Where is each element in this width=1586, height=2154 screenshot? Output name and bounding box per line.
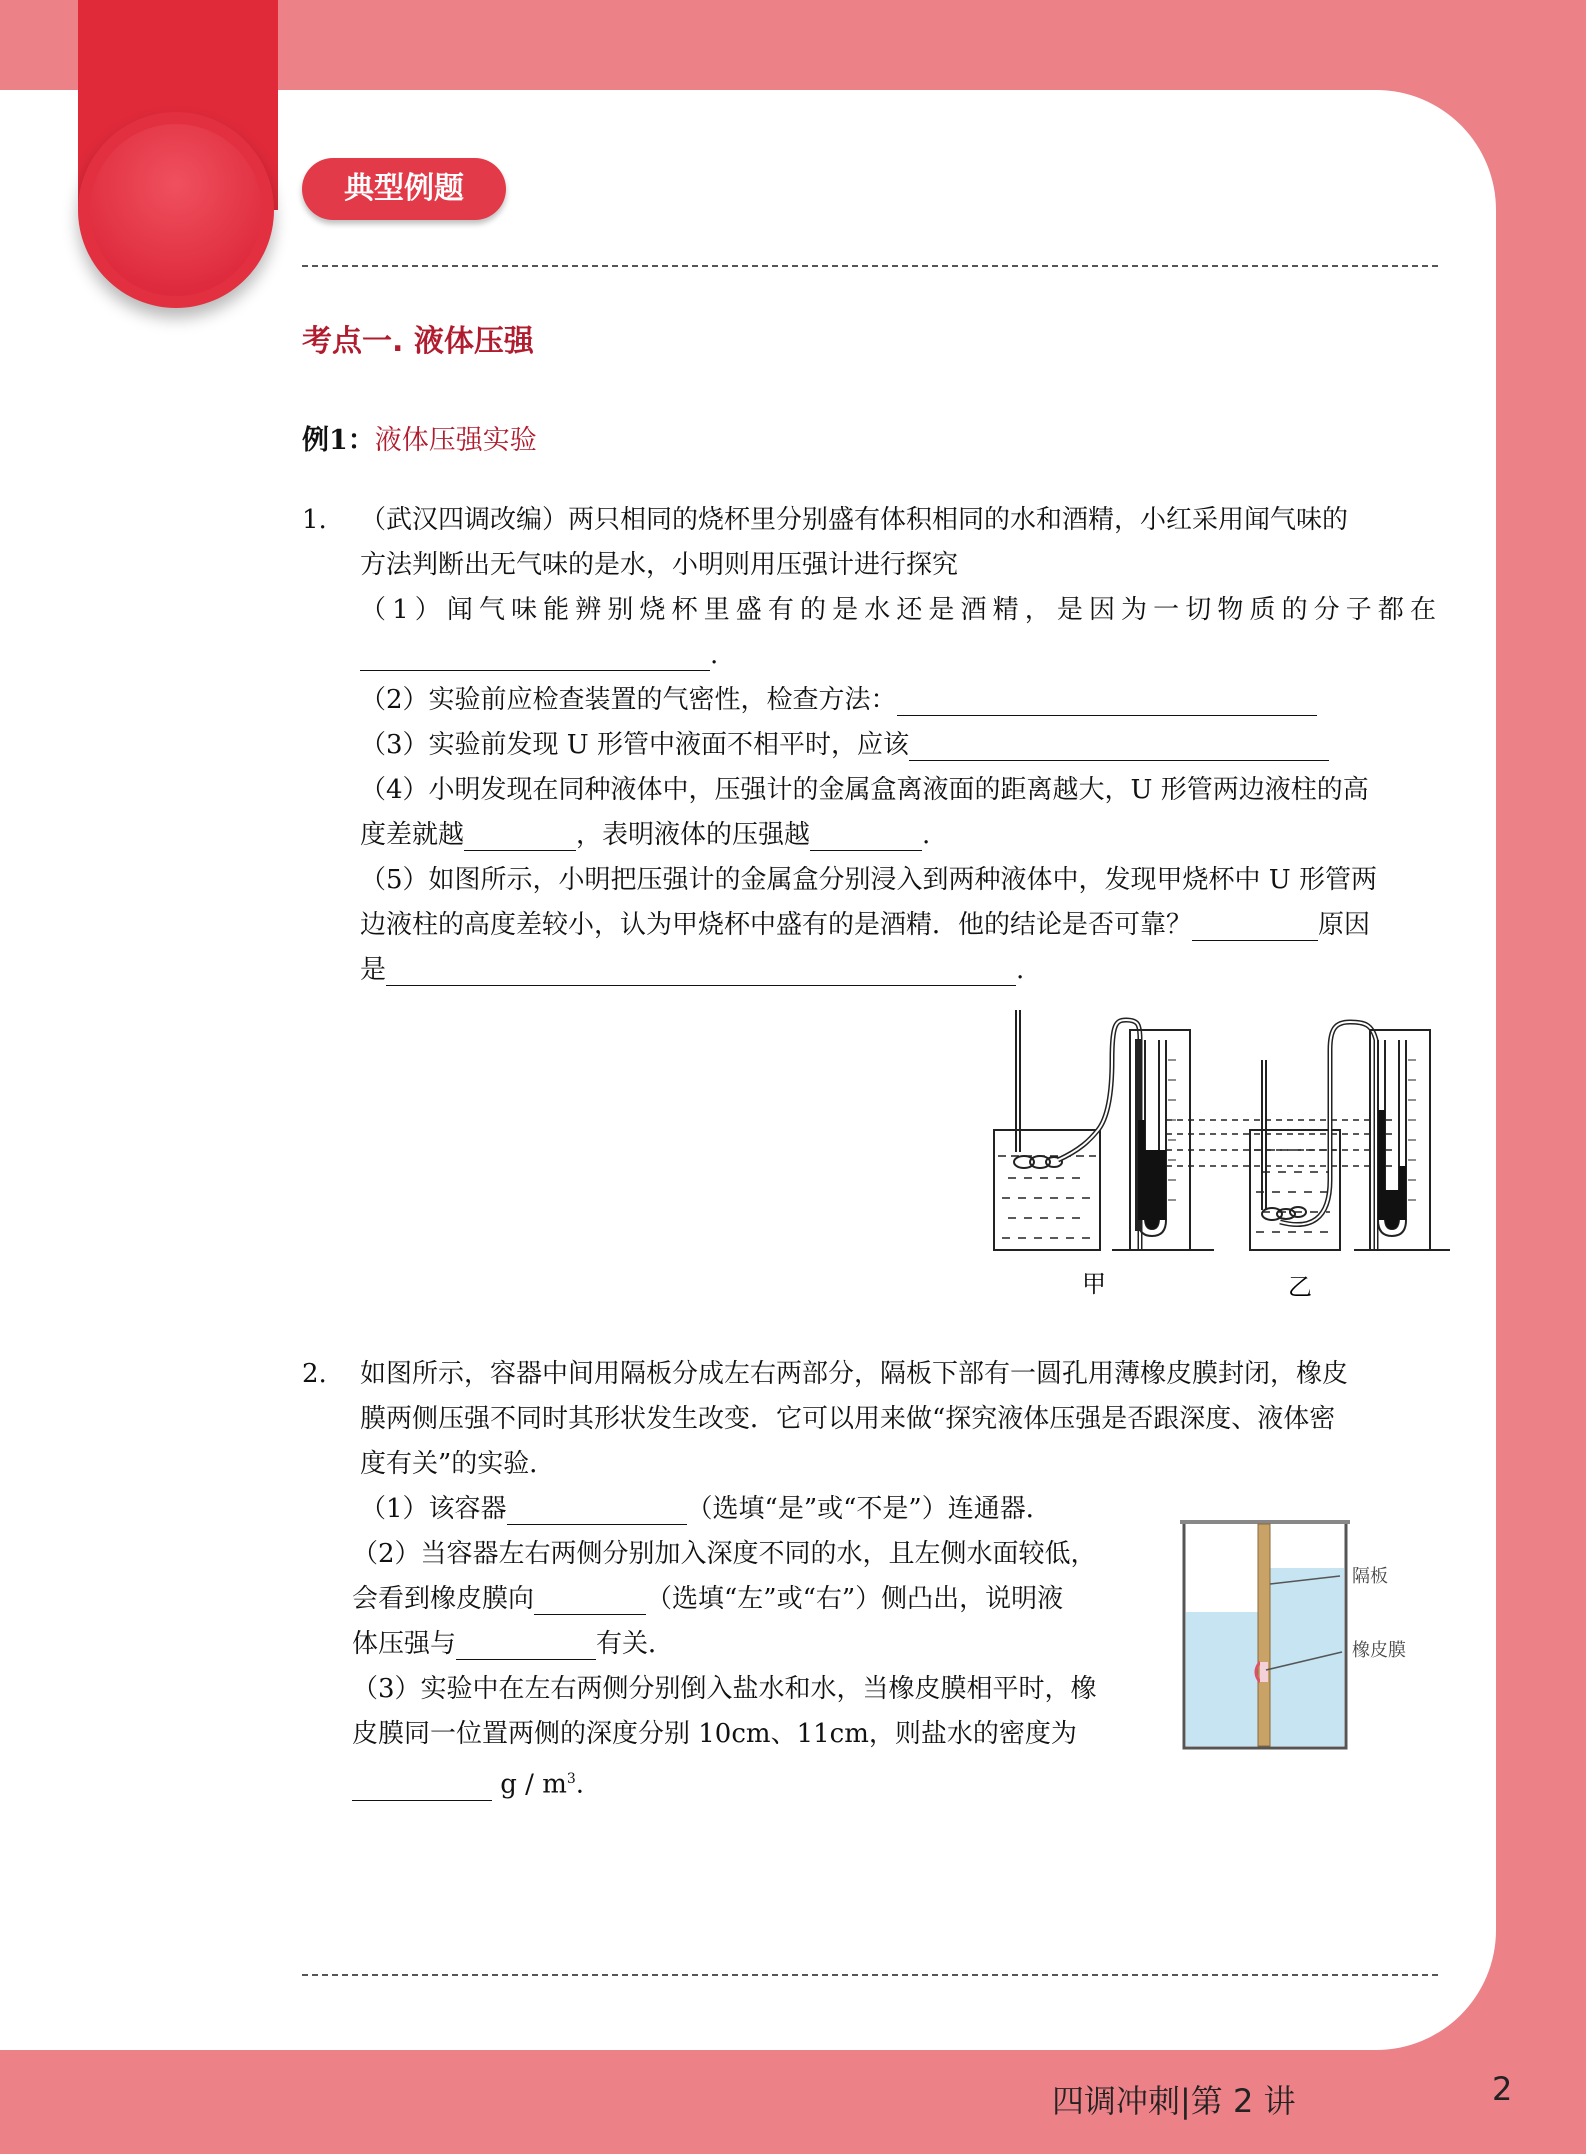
q1-body <box>360 498 1438 993</box>
q2-line1: 如图所示，容器中间用隔板分成左右两部分，隔板下部有一圆孔用薄橡皮膜封闭，橡皮 <box>360 1359 1349 1389</box>
beaker-jia <box>994 1130 1100 1250</box>
q2-body-lower <box>352 1532 1152 1808</box>
q1-part1: （1）闻气味能辨别烧杯里盛有的是水还是酒精，是因为一切物质的分子都在 <box>360 595 1438 625</box>
q2-figure <box>1176 1512 1436 1758</box>
q2-number: 2. <box>302 1359 327 1389</box>
q1-part5c <box>360 948 1438 993</box>
label-membrane: 橡皮膜 <box>1352 1640 1406 1661</box>
q1-blank-5[interactable] <box>810 820 922 851</box>
q1-part2-text: （2）实验前应检查装置的气密性，检查方法： <box>360 685 897 715</box>
q2-part3b: 皮膜同一位置两侧的深度分别 10cm、11cm，则盐水的密度为 <box>352 1719 1077 1749</box>
q2-part3-end: . <box>575 1769 585 1800</box>
q1-line2: 方法判断出无气味的是水，小明则用压强计进行探究 <box>360 550 959 580</box>
q1-blank-6[interactable] <box>1192 910 1318 941</box>
q2-part2a: （2）当容器左右两侧分别加入深度不同的水，且左侧水面较低， <box>352 1539 1097 1569</box>
q2-part2-text1: 会看到橡皮膜向 <box>352 1584 535 1614</box>
membrane-hole <box>1260 1662 1268 1682</box>
q2-blank-4[interactable] <box>352 1770 492 1801</box>
example-title: 液体压强实验 <box>374 425 537 456</box>
ribbon-circle-icon <box>78 112 274 308</box>
q2-blank-1[interactable] <box>507 1494 687 1525</box>
q2-part3c <box>352 1757 1152 1808</box>
q2-part1-text1: （1）该容器 <box>360 1494 507 1524</box>
divider-bottom <box>302 1974 1438 1976</box>
q1-part5b <box>360 903 1438 948</box>
example-label: 例1： <box>302 425 375 456</box>
q1-part5-text1: 边液柱的高度差较小，认为甲烧杯中盛有的是酒精．他的结论是否可靠？ <box>360 910 1193 940</box>
divider-top <box>302 265 1438 267</box>
page-number: 2 <box>1492 2070 1513 2108</box>
q2-part2-text4: 有关． <box>596 1629 675 1659</box>
q1-part4-text2: ，表明液体的压强越 <box>576 820 811 850</box>
q2-body <box>360 1352 1438 1532</box>
q1-figure <box>980 1000 1450 1310</box>
footer-title: 四调冲刺|第 2 讲 <box>1052 2082 1296 2120</box>
water-right <box>1268 1568 1344 1746</box>
q2-part2b <box>352 1577 1152 1622</box>
q1-blank-1[interactable] <box>360 640 710 671</box>
q1-part1-end: . <box>710 640 719 670</box>
q2-blank-3[interactable] <box>456 1629 596 1660</box>
q2-line3: 度有关”的实验． <box>360 1449 556 1479</box>
q1-part5-end: . <box>1016 955 1025 985</box>
partition-board <box>1258 1524 1270 1746</box>
q2-part2-text2: （选填“左”或“右”）侧凸出，说明液 <box>646 1584 1064 1614</box>
label-partition: 隔板 <box>1352 1566 1388 1587</box>
example-heading <box>302 418 537 457</box>
q1-number: 1. <box>302 505 327 535</box>
q1-part4-end: . <box>922 820 931 850</box>
q1-part5-text3: 是 <box>360 955 387 985</box>
section-title: 考点一. 液体压强 <box>302 324 534 359</box>
q1-part4a: （4）小明发现在同种液体中，压强计的金属盒离液面的距离越大，U 形管两边液柱的高 <box>360 775 1369 805</box>
q1-part3 <box>360 723 1438 768</box>
q2-blank-2[interactable] <box>534 1584 646 1615</box>
q1-part4-text1: 度差就越 <box>360 820 465 850</box>
q1-blank-7[interactable] <box>386 955 1016 986</box>
q1-part4b <box>360 813 1438 858</box>
q2-part2c <box>352 1622 1152 1667</box>
container-rim <box>1180 1520 1350 1524</box>
q1-part3-text: （3）实验前发现 U 形管中液面不相平时，应该 <box>360 730 909 760</box>
fig-label-jia: 甲 <box>1082 1270 1106 1298</box>
q1-blank-4[interactable] <box>464 820 576 851</box>
q1-line1: （武汉四调改编）两只相同的烧杯里分别盛有体积相同的水和酒精，小红采用闻气味的 <box>360 505 1349 535</box>
q1-part5a: （5）如图所示，小明把压强计的金属盒分别浸入到两种液体中，发现甲烧杯中 U 形管两 <box>360 865 1377 895</box>
q2-part1-text2: （选填“是”或“不是”）连通器． <box>686 1494 1052 1524</box>
q1-part1-answer <box>360 633 1438 678</box>
section-badge: 典型例题 <box>302 158 506 220</box>
q2-part3a: （3）实验中在左右两侧分别倒入盐水和水，当橡皮膜相平时，橡 <box>352 1674 1097 1704</box>
q1-blank-3[interactable] <box>909 730 1329 761</box>
q2-line2: 膜两侧压强不同时其形状发生改变．它可以用来做“探究液体压强是否跟深度、液体密 <box>360 1404 1336 1434</box>
q1-blank-2[interactable] <box>897 685 1317 716</box>
q2-unit: g / m <box>500 1769 567 1800</box>
q2-part2-text3: 体压强与 <box>352 1629 457 1659</box>
q1-part2 <box>360 678 1438 723</box>
fig-label-yi: 乙 <box>1288 1273 1312 1301</box>
q1-part5-text2: 原因 <box>1318 910 1371 940</box>
q2-unit-sup: 3 <box>566 1771 576 1787</box>
water-left <box>1186 1612 1262 1746</box>
